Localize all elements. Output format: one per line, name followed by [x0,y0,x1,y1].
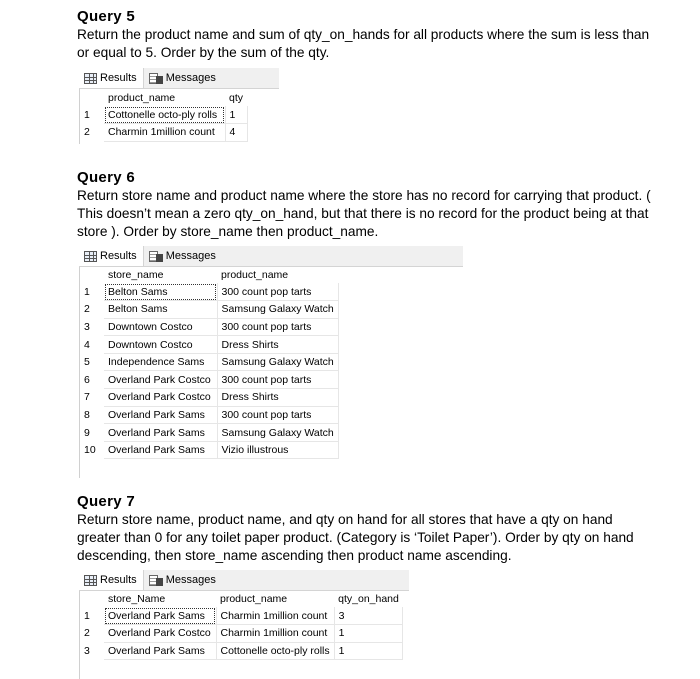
tab-messages-label: Messages [165,72,216,84]
table-cell[interactable]: Downtown Costco [104,336,217,354]
table-row [79,318,338,336]
results-grid [79,267,339,459]
table-row [79,371,338,389]
grid-icon [84,73,97,84]
query-5-results-pane [79,68,279,144]
row-number[interactable]: 4 [84,338,90,351]
tab-results-label: Results [100,250,137,262]
table-cell[interactable]: Overland Park Sams [104,406,217,424]
table-cell[interactable]: Charmin 1million count [216,625,334,643]
table-cell[interactable]: Downtown Costco [104,318,217,336]
table-row [79,441,338,459]
tab-messages-label: Messages [165,574,216,586]
table-row [79,406,338,424]
query-title: Query 6 [77,169,135,186]
messages-icon [149,575,163,586]
results-grid [79,90,248,142]
column-header[interactable]: product_name [108,92,176,104]
messages-icon [149,251,163,262]
row-number[interactable]: 1 [84,108,90,121]
table-cell[interactable]: 1 [334,625,403,643]
table-row [79,642,403,660]
row-number[interactable]: 7 [84,391,90,404]
table-row [79,424,338,442]
query-description: Return store name and product name where the store has no record for carrying that product. ( This doesn’t mean a zero qty_on_hand, but that there is no record for the product being at that store ). Order by store_name then product_name. [77,188,651,239]
grid-icon [84,575,97,586]
tab-results[interactable] [79,68,144,88]
query-title: Query 5 [77,8,135,25]
table-row [79,336,338,354]
table-cell[interactable]: Overland Park Sams [104,441,217,459]
table-row [79,283,338,301]
table-cell[interactable]: Charmin 1million count [104,124,225,142]
query-5-section [77,8,657,62]
tab-messages-label: Messages [165,250,216,262]
query-6-section [77,169,657,241]
table-cell[interactable]: Charmin 1million count [216,607,334,625]
table-row [79,389,338,407]
table-row [79,106,247,124]
column-header[interactable]: qty_on_hand [338,593,399,605]
column-header[interactable]: store_Name [108,593,166,605]
row-number[interactable]: 5 [84,356,90,369]
table-cell[interactable]: 3 [334,607,403,625]
table-cell[interactable]: Overland Park Costco [104,625,216,643]
table-cell[interactable]: Overland Park Sams [104,424,217,442]
row-number[interactable]: 10 [84,444,96,457]
row-number[interactable]: 2 [84,627,90,640]
table-cell[interactable]: Overland Park Sams [104,642,216,660]
tab-results[interactable] [79,246,144,266]
table-cell[interactable]: Samsung Galaxy Watch [217,353,338,371]
results-tabbar [79,246,463,267]
tab-messages[interactable] [144,246,222,266]
column-header[interactable]: qty [229,92,244,104]
table-cell[interactable]: 1 [334,642,403,660]
grid-header-row [79,267,338,283]
row-number[interactable]: 2 [84,126,90,139]
table-cell[interactable]: Samsung Galaxy Watch [217,424,338,442]
table-row [79,607,403,625]
row-number[interactable]: 3 [84,320,90,333]
query-title: Query 7 [77,493,135,510]
results-tabbar [79,570,409,591]
table-cell[interactable]: Independence Sams [104,353,217,371]
row-number[interactable]: 3 [84,644,90,657]
tab-results-label: Results [100,574,137,586]
grid-header-row [79,591,403,607]
tab-results-label: Results [100,72,137,84]
table-cell[interactable]: Vizio illustrous [217,441,338,459]
table-row [79,625,403,643]
table-cell[interactable]: Overland Park Costco [104,371,217,389]
column-header[interactable]: store_name [108,269,164,281]
tab-messages[interactable] [144,570,222,590]
row-number[interactable]: 1 [84,609,90,622]
messages-icon [149,73,163,84]
grid-header-row [79,90,247,106]
table-row [79,301,338,319]
table-cell[interactable]: 300 count pop tarts [217,371,338,389]
table-cell[interactable]: 1 [225,106,247,124]
table-cell[interactable]: 4 [225,124,247,142]
table-cell[interactable]: Overland Park Sams [104,607,216,625]
table-cell[interactable]: 300 count pop tarts [217,283,338,301]
table-cell[interactable]: Dress Shirts [217,389,338,407]
row-number[interactable]: 8 [84,408,90,421]
table-cell[interactable]: 300 count pop tarts [217,406,338,424]
table-cell[interactable]: Belton Sams [104,301,217,319]
row-number[interactable]: 2 [84,303,90,316]
query-7-results-pane [79,570,409,679]
table-cell[interactable]: Samsung Galaxy Watch [217,301,338,319]
results-tabbar [79,68,279,89]
column-header[interactable]: product_name [220,593,288,605]
table-cell[interactable]: Cottonelle octo-ply rolls [216,642,334,660]
column-header[interactable]: product_name [221,269,289,281]
grid-icon [84,251,97,262]
table-cell[interactable]: 300 count pop tarts [217,318,338,336]
query-description: Return the product name and sum of qty_on_hands for all products where the sum is less than or equal to 5. Order by the sum of the qty. [77,27,650,60]
row-number[interactable]: 6 [84,373,90,386]
table-cell[interactable]: Dress Shirts [217,336,338,354]
table-cell[interactable]: Overland Park Costco [104,389,217,407]
tab-results[interactable] [79,570,144,590]
table-cell[interactable]: Cottonelle octo-ply rolls [104,106,225,124]
row-number[interactable]: 9 [84,426,90,439]
query-7-section [77,493,657,565]
query-description: Return store name, product name, and qty on hand for all stores that have a qty on hand greater than 0 for any toilet paper product. (Category is ‘Toilet Paper’). Order by qty on hand descending, then store_name ascending then product name ascending. [77,512,634,563]
query-6-results-pane [79,246,463,478]
table-row [79,353,338,371]
row-number[interactable]: 1 [84,285,90,298]
results-grid [79,591,403,660]
table-cell[interactable]: Belton Sams [104,283,217,301]
table-row [79,124,247,142]
tab-messages[interactable] [144,68,222,88]
